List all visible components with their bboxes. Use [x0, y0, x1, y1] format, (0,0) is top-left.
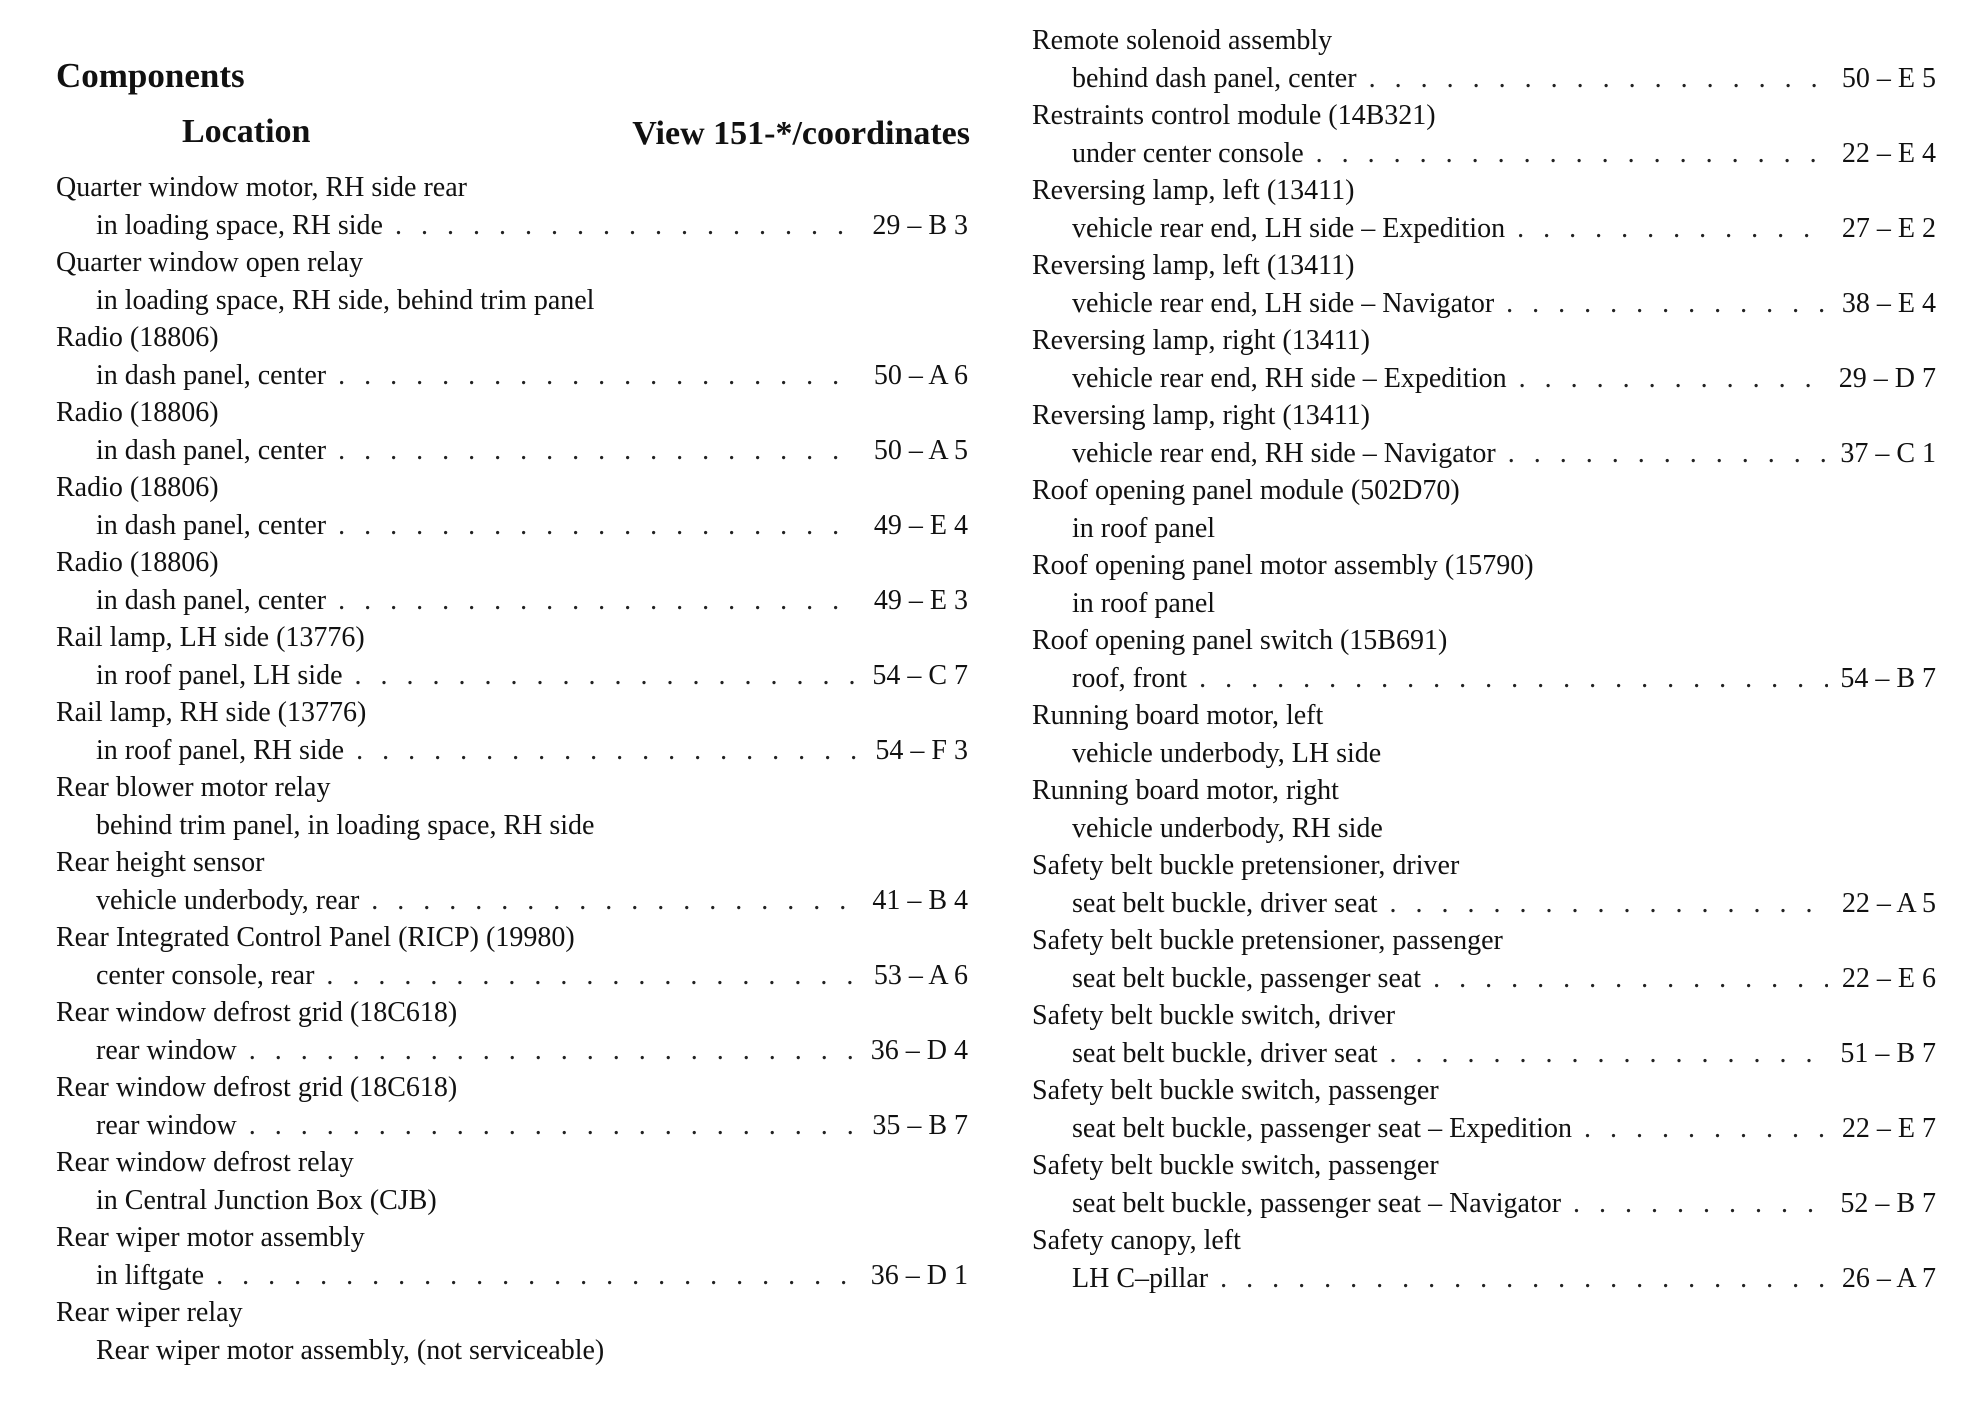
component-location-row — [1032, 585, 1936, 623]
component-location: in dash panel, center — [96, 359, 327, 391]
component-name: Rear wiper motor assembly — [56, 1222, 365, 1253]
component-location: vehicle underbody, LH side — [1072, 737, 1382, 769]
component-location-row — [1032, 510, 1936, 548]
component-entry — [56, 1294, 968, 1369]
component-location-row — [1032, 1260, 1936, 1298]
component-location-row — [56, 882, 968, 920]
component-name: Radio (18806) — [56, 397, 219, 428]
component-location: in liftgate — [96, 1259, 205, 1291]
dot-leader — [604, 1332, 968, 1370]
component-entry — [56, 994, 968, 1069]
component-location-row — [1032, 1185, 1936, 1223]
component-location-row — [56, 432, 968, 470]
component-location-row — [56, 1032, 968, 1070]
dot-leader — [1215, 585, 1936, 623]
component-location: vehicle rear end, LH side – Expedition — [1072, 212, 1506, 244]
dot-leader — [1496, 435, 1828, 473]
component-entry — [1032, 847, 1936, 922]
dot-leader — [594, 807, 968, 845]
component-location-row — [1032, 285, 1936, 323]
dot-leader — [594, 282, 968, 320]
component-location: in roof panel — [1072, 512, 1216, 544]
component-entry — [1032, 322, 1936, 397]
component-name: Rear Integrated Control Panel (RICP) (19980) — [56, 922, 575, 953]
dot-leader — [326, 582, 860, 620]
component-name: Rail lamp, LH side (13776) — [56, 622, 365, 653]
component-name: Radio (18806) — [56, 547, 219, 578]
component-location-row — [56, 732, 968, 770]
component-location: in dash panel, center — [96, 509, 327, 541]
component-location: in Central Junction Box (CJB) — [96, 1184, 437, 1216]
dot-leader — [326, 507, 860, 545]
view-coordinate: 50 – A 6 — [873, 359, 968, 391]
dot-leader — [343, 657, 861, 695]
component-entry — [56, 169, 968, 244]
component-name: Radio (18806) — [56, 322, 219, 353]
component-location-row — [56, 507, 968, 545]
component-entry — [1032, 922, 1936, 997]
component-entry — [1032, 247, 1936, 322]
component-location: vehicle rear end, RH side – Navigator — [1072, 437, 1496, 469]
component-entry — [1032, 22, 1936, 97]
component-name: Safety belt buckle switch, driver — [1032, 1000, 1396, 1031]
component-location: seat belt buckle, driver seat — [1072, 887, 1378, 919]
component-location: roof, front — [1072, 662, 1188, 694]
dot-leader — [437, 1182, 968, 1220]
component-name: Roof opening panel motor assembly (15790) — [1032, 550, 1534, 581]
header-location: Location — [182, 113, 311, 150]
component-entry — [56, 244, 968, 319]
dot-leader — [1378, 885, 1828, 923]
component-name: Reversing lamp, left (13411) — [1032, 175, 1355, 206]
component-location: seat belt buckle, passenger seat — [1072, 962, 1422, 994]
component-location-row — [56, 1107, 968, 1145]
component-location: in roof panel, RH side — [96, 734, 345, 766]
component-location: vehicle underbody, RH side — [1072, 812, 1383, 844]
dot-leader — [1507, 360, 1828, 398]
dot-leader — [1215, 510, 1936, 548]
view-coordinate: 53 – A 6 — [873, 959, 968, 991]
component-location-row — [1032, 60, 1936, 98]
view-coordinate: 36 – D 1 — [870, 1259, 968, 1291]
component-name: Safety belt buckle pretensioner, driver — [1032, 850, 1460, 881]
dot-leader — [326, 432, 860, 470]
component-location: in roof panel — [1072, 587, 1216, 619]
dot-leader — [1304, 135, 1828, 173]
component-location-row — [56, 657, 968, 695]
component-location: in roof panel, LH side — [96, 659, 343, 691]
dot-leader — [237, 1107, 860, 1145]
component-location-row — [56, 582, 968, 620]
view-coordinate: 26 – A 7 — [1841, 1262, 1936, 1294]
component-entry — [1032, 622, 1936, 697]
component-name: Radio (18806) — [56, 472, 219, 503]
component-name: Roof opening panel module (502D70) — [1032, 475, 1460, 506]
view-coordinate: 49 – E 4 — [873, 509, 968, 541]
component-location-row — [1032, 360, 1936, 398]
component-entry — [56, 619, 968, 694]
component-location-row — [1032, 960, 1936, 998]
view-coordinate: 35 – B 7 — [872, 1109, 968, 1141]
component-location-row — [56, 1182, 968, 1220]
component-name: Roof opening panel switch (15B691) — [1032, 625, 1448, 656]
component-entry — [56, 544, 968, 619]
component-name: Quarter window motor, RH side rear — [56, 172, 467, 203]
component-name: Rear window defrost relay — [56, 1147, 354, 1178]
component-name: Restraints control module (14B321) — [1032, 100, 1436, 131]
component-location-row — [56, 207, 968, 245]
component-location-row — [1032, 885, 1936, 923]
component-location: in dash panel, center — [96, 584, 327, 616]
component-location: seat belt buckle, passenger seat – Expedition — [1072, 1112, 1572, 1144]
view-coordinate: 37 – C 1 — [1840, 437, 1936, 469]
component-entry — [1032, 697, 1936, 772]
component-location: vehicle rear end, RH side – Expedition — [1072, 362, 1507, 394]
component-location-row — [1032, 660, 1936, 698]
section-title: Components — [56, 56, 245, 95]
view-coordinate: 22 – A 5 — [1841, 887, 1936, 919]
view-coordinate: 54 – C 7 — [872, 659, 968, 691]
view-coordinate: 27 – E 2 — [1841, 212, 1936, 244]
view-coordinate: 49 – E 3 — [873, 584, 968, 616]
component-entry — [1032, 997, 1936, 1072]
component-entry — [1032, 1147, 1936, 1222]
dot-leader — [1421, 960, 1828, 998]
component-location: in dash panel, center — [96, 434, 327, 466]
view-coordinate: 22 – E 7 — [1841, 1112, 1936, 1144]
component-name: Rear window defrost grid (18C618) — [56, 1072, 458, 1103]
component-entry — [1032, 1072, 1936, 1147]
dot-leader — [383, 207, 860, 245]
dot-leader — [1505, 210, 1828, 248]
component-name: Running board motor, left — [1032, 700, 1324, 731]
component-location: vehicle underbody, rear — [96, 884, 360, 916]
component-location: under center console — [1072, 137, 1304, 169]
component-location-row — [56, 282, 968, 320]
component-entry — [1032, 397, 1936, 472]
component-location-row — [56, 357, 968, 395]
component-location-row — [1032, 210, 1936, 248]
view-coordinate: 51 – B 7 — [1840, 1037, 1936, 1069]
component-name: Running board motor, right — [1032, 775, 1339, 806]
dot-leader — [1187, 660, 1828, 698]
component-location: rear window — [96, 1109, 237, 1141]
component-location-row — [1032, 1035, 1936, 1073]
component-entry — [56, 1144, 968, 1219]
component-location: in loading space, RH side — [96, 209, 383, 241]
component-entry — [1032, 547, 1936, 622]
view-coordinate: 36 – D 4 — [870, 1034, 968, 1066]
component-location: rear window — [96, 1034, 237, 1066]
header-view-coordinates: View 151-*/coordinates — [632, 115, 970, 152]
component-entry — [56, 919, 968, 994]
component-name: Rear blower motor relay — [56, 772, 331, 803]
component-entry — [1032, 472, 1936, 547]
view-coordinate: 50 – E 5 — [1841, 62, 1936, 94]
view-coordinate: 41 – B 4 — [872, 884, 968, 916]
view-coordinate: 54 – F 3 — [875, 734, 968, 766]
dot-leader — [1208, 1260, 1828, 1298]
component-name: Reversing lamp, right (13411) — [1032, 400, 1371, 431]
component-name: Safety canopy, left — [1032, 1225, 1241, 1256]
component-name: Safety belt buckle switch, passenger — [1032, 1150, 1439, 1181]
component-entry — [1032, 97, 1936, 172]
component-location-row — [56, 1257, 968, 1295]
dot-leader — [1357, 60, 1828, 98]
component-entry — [56, 1069, 968, 1144]
view-coordinate: 54 – B 7 — [1840, 662, 1936, 694]
component-entry — [56, 394, 968, 469]
view-coordinate: 22 – E 6 — [1841, 962, 1936, 994]
component-name: Safety belt buckle pretensioner, passenger — [1032, 925, 1503, 956]
view-coordinate: 52 – B 7 — [1840, 1187, 1936, 1219]
right-entry-list — [1032, 22, 1936, 1297]
dot-leader — [1378, 1035, 1828, 1073]
component-location-row — [56, 1332, 968, 1370]
component-entry — [56, 319, 968, 394]
component-location: behind trim panel, in loading space, RH side — [96, 809, 595, 841]
component-location: LH C–pillar — [1072, 1262, 1209, 1294]
component-name: Reversing lamp, left (13411) — [1032, 250, 1355, 281]
component-name: Safety belt buckle switch, passenger — [1032, 1075, 1439, 1106]
component-location-row — [56, 807, 968, 845]
component-name: Reversing lamp, right (13411) — [1032, 325, 1371, 356]
component-location: Rear wiper motor assembly, (not serviceable) — [96, 1334, 605, 1366]
component-name: Rail lamp, RH side (13776) — [56, 697, 367, 728]
component-entry — [56, 1219, 968, 1294]
dot-leader — [1572, 1110, 1828, 1148]
dot-leader — [1561, 1185, 1828, 1223]
dot-leader — [1383, 810, 1936, 848]
component-name: Remote solenoid assembly — [1032, 25, 1333, 56]
component-location-row — [1032, 735, 1936, 773]
component-location-row — [56, 957, 968, 995]
component-entry — [56, 769, 968, 844]
component-location: seat belt buckle, driver seat — [1072, 1037, 1378, 1069]
component-entry — [56, 694, 968, 769]
component-name: Quarter window open relay — [56, 247, 364, 278]
view-coordinate: 22 – E 4 — [1841, 137, 1936, 169]
component-entry — [1032, 172, 1936, 247]
component-name: Rear window defrost grid (18C618) — [56, 997, 458, 1028]
component-location-row — [1032, 135, 1936, 173]
left-entry-list — [56, 169, 968, 1369]
dot-leader — [237, 1032, 860, 1070]
dot-leader — [1381, 735, 1936, 773]
component-entry — [1032, 772, 1936, 847]
component-location-row — [1032, 1110, 1936, 1148]
dot-leader — [314, 957, 860, 995]
dot-leader — [359, 882, 860, 920]
component-entry — [1032, 1222, 1936, 1297]
dot-leader — [326, 357, 860, 395]
component-location-row — [1032, 810, 1936, 848]
component-location: behind dash panel, center — [1072, 62, 1357, 94]
dot-leader — [1494, 285, 1828, 323]
dot-leader — [344, 732, 860, 770]
component-name: Rear height sensor — [56, 847, 265, 878]
view-coordinate: 29 – D 7 — [1838, 362, 1936, 394]
dot-leader — [204, 1257, 860, 1295]
component-name: Rear wiper relay — [56, 1297, 243, 1328]
view-coordinate: 38 – E 4 — [1841, 287, 1936, 319]
component-location: seat belt buckle, passenger seat – Navigator — [1072, 1187, 1562, 1219]
component-location: vehicle rear end, LH side – Navigator — [1072, 287, 1495, 319]
component-entry — [56, 469, 968, 544]
component-location-row — [1032, 435, 1936, 473]
view-coordinate: 50 – A 5 — [873, 434, 968, 466]
view-coordinate: 29 – B 3 — [872, 209, 968, 241]
component-location: in loading space, RH side, behind trim panel — [96, 284, 595, 316]
component-location: center console, rear — [96, 959, 315, 991]
component-entry — [56, 844, 968, 919]
